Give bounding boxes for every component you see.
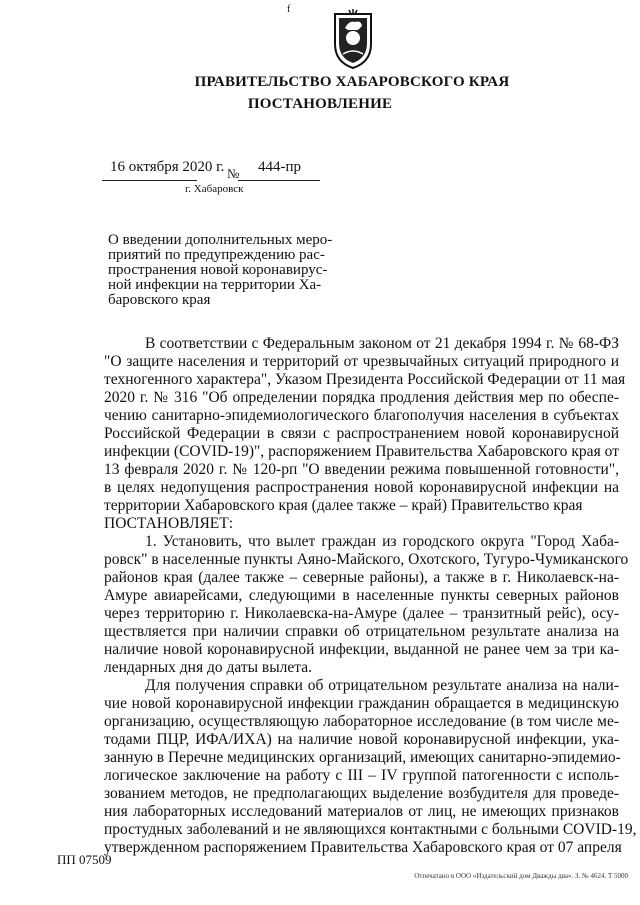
number-sign: № [227, 166, 240, 181]
printer-note: Отпечатано в ООО «Издательский дом Дважды два». З. № 4624. Т 5000 [414, 872, 628, 880]
body-line: ществляется при наличии справки об отрицательном результате анализа на [104, 623, 619, 640]
body-line: В соответствии с Федеральным законом от 21 декабря 1994 г. № 68-ФЗ [145, 335, 619, 352]
top-mark: f [287, 4, 291, 15]
body-line: Для получения справки об отрицательном результате анализа на нали- [145, 677, 619, 694]
body-line: занную в Перечне медицинских организаций, имеющих санитарно-эпидемио- [104, 749, 621, 766]
body-line: наличие новой коронавирусной инфекции, выданной не ранее чем за три ка- [104, 641, 619, 658]
subject-line: баровского края [108, 292, 211, 308]
body-line: в целях недопущения распространения новой коронавирусной инфекции на [104, 479, 619, 496]
body-line: 1. Установить, что вылет граждан из городского округа "Город Хаба- [145, 533, 619, 550]
body-line-resolves: ПОСТАНОВЛЯЕТ: [104, 515, 234, 532]
subject-line: О введении дополнительных меро- [108, 232, 333, 248]
number-underline [238, 180, 320, 181]
body-line: Амуре авиарейсами, следующими в населенные пункты северных районов [104, 587, 619, 604]
city: г. Хабаровск [185, 183, 244, 195]
body-line: организацию, осуществляющую лабораторное исследование (в том числе ме- [104, 713, 619, 730]
body-line: через территорию г. Николаевска-на-Амуре (далее – транзитный рейс), осу- [104, 605, 619, 622]
body-line: 13 февраля 2020 г. № 120-рп "О введении режима повышенной готовности", [104, 461, 619, 478]
subject-line: пространения новой коронавирус- [108, 262, 328, 278]
body-line: территории Хабаровского края (далее также – край) Правительство края [104, 497, 583, 514]
body-line: простудных заболеваний и не являющихся контактными с больными COVID-19, [104, 821, 637, 838]
subject-line: ной инфекции на территории Ха- [108, 277, 322, 293]
body-line: чению санитарно-эпидемиологического благополучия населения в субъектах [104, 407, 619, 424]
document-code: ПП 07509 [57, 852, 112, 867]
document-type: ПОСТАНОВЛЕНИЕ [247, 96, 393, 112]
body-line: Российской Федерации в связи с распространением новой коронавирусной [104, 425, 619, 442]
body-line: "О защите населения и территорий от чрезвычайных ситуаций природного и [104, 353, 619, 370]
body-line: ния лабораторных исследований материалов от лиц, не имеющих признаков [104, 803, 619, 820]
body-line: логическое заключение на работу с III – IV группой патогенности с исполь- [104, 767, 619, 784]
document-date: 16 октября 2020 г. [110, 159, 225, 175]
body-line: лендарных дня до даты вылета. [104, 659, 312, 676]
body-line: 2020 г. № 316 "Об определении порядка продления действия мер по обеспе- [104, 389, 619, 406]
government-name: ПРАВИТЕЛЬСТВО ХАБАРОВСКОГО КРАЯ [194, 74, 510, 90]
body-line: инфекции (COVID-19)", распоряжением Правительства Хабаровского края от [104, 443, 619, 460]
body-line: утвержденном распоряжением Правительства Хабаровского края от 07 апреля [104, 839, 622, 856]
document-number: 444-пр [258, 159, 302, 175]
coat-of-arms-icon [331, 8, 375, 70]
body-line: районов края (далее также – северные районы), а также в г. Николаевск-на- [104, 569, 619, 586]
body-line: тодами ПЦР, ИФА/ИХА) на наличие новой коронавирусной инфекции, ука- [104, 731, 619, 748]
date-underline [102, 180, 197, 181]
body-line: ровск" в населенные пункты Аяно-Майского, Охотского, Тугуро-Чумиканского [104, 551, 629, 568]
body-line: чие новой коронавирусной инфекции гражданин обращается в медицинскую [104, 695, 619, 712]
body-line: техногенного характера", Указом Президента Российской Федерации от 11 мая [104, 371, 626, 388]
subject-line: приятий по предупреждению рас- [108, 247, 325, 263]
body-line: зованием методов, не предполагающих выделение возбудителя для проведе- [104, 785, 619, 802]
